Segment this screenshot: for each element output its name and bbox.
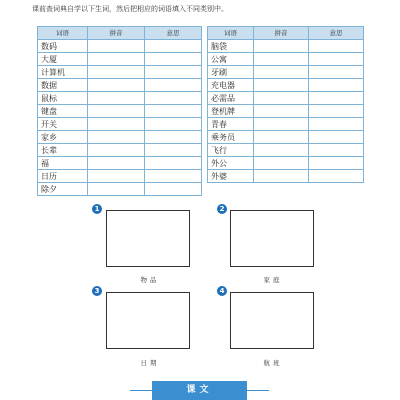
vocab-table-right	[207, 26, 364, 183]
word-cell: 乘务员	[208, 131, 254, 144]
meaning-cell[interactable]	[145, 131, 202, 144]
meaning-cell[interactable]	[145, 79, 202, 92]
table-row	[208, 66, 364, 79]
table-row	[38, 92, 202, 105]
meaning-cell[interactable]	[309, 92, 364, 105]
pinyin-cell[interactable]	[254, 157, 309, 170]
word-cell: 开关	[38, 118, 88, 131]
category-4-answer-box[interactable]	[230, 292, 314, 349]
word-cell: 键盘	[38, 105, 88, 118]
table-row	[38, 105, 202, 118]
table-row	[208, 170, 364, 183]
word-cell: 除夕	[38, 183, 88, 196]
meaning-cell[interactable]	[145, 118, 202, 131]
category-3-number-badge: 3	[92, 286, 102, 296]
word-cell: 外公	[208, 157, 254, 170]
meaning-cell[interactable]	[145, 183, 202, 196]
word-cell: 登机牌	[208, 105, 254, 118]
table-row	[208, 40, 364, 53]
pinyin-cell[interactable]	[88, 131, 145, 144]
meaning-cell[interactable]	[309, 157, 364, 170]
category-3-label: 日期	[140, 359, 160, 367]
meaning-cell[interactable]	[309, 105, 364, 118]
pinyin-cell[interactable]	[88, 183, 145, 196]
pinyin-cell[interactable]	[88, 40, 145, 53]
meaning-cell[interactable]	[145, 157, 202, 170]
word-cell: 青春	[208, 118, 254, 131]
meaning-cell[interactable]	[309, 40, 364, 53]
category-2-answer-box[interactable]	[230, 210, 314, 267]
vocab-table-left	[37, 26, 202, 196]
category-1-number-badge: 1	[92, 204, 102, 214]
meaning-cell[interactable]	[309, 118, 364, 131]
table-row	[208, 131, 364, 144]
table-row	[208, 157, 364, 170]
banner-line-left	[130, 390, 152, 391]
meaning-cell[interactable]	[145, 53, 202, 66]
table-header-row	[38, 27, 202, 40]
meaning-cell[interactable]	[145, 105, 202, 118]
category-2-label: 家庭	[263, 276, 283, 284]
pinyin-cell[interactable]	[254, 105, 309, 118]
meaning-cell[interactable]	[309, 170, 364, 183]
word-cell: 脑袋	[208, 40, 254, 53]
table-row	[38, 66, 202, 79]
table-row	[208, 92, 364, 105]
header-pinyin: 拼音	[254, 27, 309, 40]
instruction-text: 课前查词典自学以下生词，然后把相应的词语填入不同类别中。	[32, 5, 228, 13]
pinyin-cell[interactable]	[88, 105, 145, 118]
pinyin-cell[interactable]	[254, 92, 309, 105]
word-cell: 外婆	[208, 170, 254, 183]
word-cell: 数据	[38, 79, 88, 92]
pinyin-cell[interactable]	[88, 53, 145, 66]
table-row	[38, 170, 202, 183]
word-cell: 必需品	[208, 92, 254, 105]
meaning-cell[interactable]	[145, 66, 202, 79]
category-3-answer-box[interactable]	[106, 292, 190, 349]
word-cell: 计算机	[38, 66, 88, 79]
pinyin-cell[interactable]	[254, 170, 309, 183]
word-cell: 鼠标	[38, 92, 88, 105]
header-pinyin: 拼音	[88, 27, 145, 40]
header-word: 词语	[208, 27, 254, 40]
word-cell: 飞行	[208, 144, 254, 157]
meaning-cell[interactable]	[309, 144, 364, 157]
word-cell: 家乡	[38, 131, 88, 144]
section-title-banner: 课文	[152, 381, 247, 400]
meaning-cell[interactable]	[145, 92, 202, 105]
word-cell: 公寓	[208, 53, 254, 66]
banner-line-right	[247, 390, 269, 391]
word-cell: 长辈	[38, 144, 88, 157]
table-row	[38, 53, 202, 66]
word-cell: 数码	[38, 40, 88, 53]
pinyin-cell[interactable]	[254, 131, 309, 144]
meaning-cell[interactable]	[309, 131, 364, 144]
meaning-cell[interactable]	[145, 40, 202, 53]
table-row	[38, 118, 202, 131]
pinyin-cell[interactable]	[254, 144, 309, 157]
pinyin-cell[interactable]	[254, 53, 309, 66]
meaning-cell[interactable]	[309, 79, 364, 92]
pinyin-cell[interactable]	[254, 40, 309, 53]
meaning-cell[interactable]	[145, 144, 202, 157]
word-cell: 福	[38, 157, 88, 170]
table-row	[208, 144, 364, 157]
pinyin-cell[interactable]	[88, 66, 145, 79]
table-row	[208, 118, 364, 131]
table-row	[38, 183, 202, 196]
category-2-number-badge: 2	[217, 204, 227, 214]
pinyin-cell[interactable]	[88, 144, 145, 157]
table-row	[208, 79, 364, 92]
word-cell: 日历	[38, 170, 88, 183]
category-1-label: 物品	[140, 276, 160, 284]
table-row	[38, 144, 202, 157]
table-row	[38, 131, 202, 144]
meaning-cell[interactable]	[309, 53, 364, 66]
word-cell: 大厦	[38, 53, 88, 66]
word-cell: 牙刷	[208, 66, 254, 79]
table-row	[38, 157, 202, 170]
pinyin-cell[interactable]	[254, 79, 309, 92]
table-row	[208, 53, 364, 66]
header-meaning: 意思	[309, 27, 364, 40]
meaning-cell[interactable]	[145, 170, 202, 183]
table-row	[208, 105, 364, 118]
pinyin-cell[interactable]	[88, 118, 145, 131]
table-header-row	[208, 27, 364, 40]
pinyin-cell[interactable]	[254, 118, 309, 131]
table-row	[38, 40, 202, 53]
pinyin-cell[interactable]	[254, 66, 309, 79]
pinyin-cell[interactable]	[88, 157, 145, 170]
pinyin-cell[interactable]	[88, 92, 145, 105]
category-4-label: 航班	[263, 359, 283, 367]
word-cell: 充电器	[208, 79, 254, 92]
header-meaning: 意思	[145, 27, 202, 40]
pinyin-cell[interactable]	[88, 79, 145, 92]
category-4-number-badge: 4	[217, 286, 227, 296]
category-1-answer-box[interactable]	[106, 210, 190, 267]
pinyin-cell[interactable]	[88, 170, 145, 183]
header-word: 词语	[38, 27, 88, 40]
table-row	[38, 79, 202, 92]
meaning-cell[interactable]	[309, 66, 364, 79]
